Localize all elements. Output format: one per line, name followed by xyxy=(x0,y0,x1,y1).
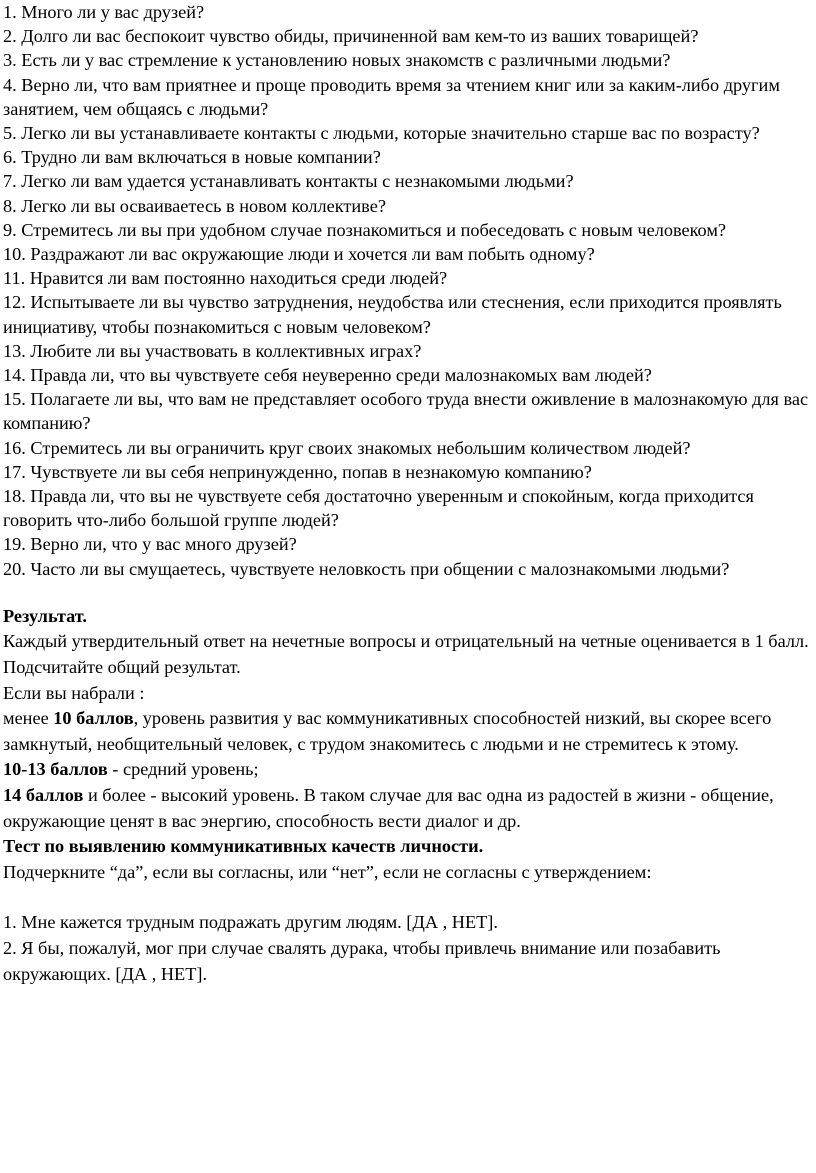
question-2: 2. Долго ли вас беспокоит чувство обиды, причиненной вам кем-то из ваших товарищей? xyxy=(3,26,699,47)
test2-item-1: 1. Мне кажется трудным подражать другим людям. [ДА , НЕТ]. xyxy=(3,912,498,933)
question-list xyxy=(3,0,813,581)
test2-title xyxy=(3,834,813,860)
test2-item-2: 2. Я бы, пожалуй, мог при случае свалять дурака, чтобы привлечь внимание или позабавить окружающих. [ДА , НЕТ]. xyxy=(3,938,721,984)
question-17: 17. Чувствуете ли вы себя непринужденно, попав в незнакомую компанию? xyxy=(3,461,592,482)
question-1: 1. Много ли у вас друзей? xyxy=(3,2,205,22)
spacer xyxy=(3,885,813,910)
high-level-text xyxy=(3,783,813,834)
low-prefix: менее xyxy=(3,708,54,729)
question-10: 10. Раздражают ли вас окружающие люди и хочется ли вам побыть одному? xyxy=(3,244,595,265)
question-3: 3. Есть ли у вас стремление к установлению новых знакомств с различными людьми? xyxy=(3,50,671,71)
mid-level-text xyxy=(3,757,813,783)
document-page xyxy=(3,0,813,987)
question-14: 14. Правда ли, что вы чувствуете себя неуверенно среди малознакомых вам людей? xyxy=(3,365,652,386)
result-section xyxy=(3,604,813,987)
if-scored-text: Если вы набрали : xyxy=(3,682,145,703)
question-6: 6. Трудно ли вам включаться в новые компании? xyxy=(3,147,381,168)
mid-score: 10-13 баллов xyxy=(3,759,108,780)
question-11: 11. Нравится ли вам постоянно находиться среди людей? xyxy=(3,268,448,289)
test2-instruction: Подчеркните “да”, если вы согласны, или “нет”, если не согласны с утверждением: xyxy=(3,861,652,882)
question-18: 18. Правда ли, что вы не чувствуете себя достаточно уверенным и спокойным, когда приходится говорить что-либо большой группе людей? xyxy=(3,486,754,531)
low-description: , уровень развития у вас коммуникативных способностей низкий, вы скорее всего замкнутый, необщительный человек, с трудом знакомитесь с людьми и не стремитесь к этому. xyxy=(3,708,772,754)
mid-description: - средний уровень; xyxy=(107,759,259,780)
question-16: 16. Стремитесь ли вы ограничить круг своих знакомых небольшим количеством людей? xyxy=(3,437,691,458)
question-12: 12. Испытываете ли вы чувство затруднения, неудобства или стеснения, если приходится проявлять инициативу, чтобы познакомиться с новым человеком? xyxy=(3,292,782,337)
question-20: 20. Часто ли вы смущаетесь, чувствуете неловкость при общении с малознакомыми людьми? xyxy=(3,558,730,579)
low-level-text xyxy=(3,706,813,757)
low-score: 10 баллов xyxy=(53,708,134,729)
result-heading-text: Результат. xyxy=(3,605,87,626)
scoring-rule: Каждый утвердительный ответ на нечетные вопросы и отрицательный на четные оценивается в 1 балл. Подсчитайте общий результат. xyxy=(3,631,809,678)
question-8: 8. Легко ли вы осваиваетесь в новом коллективе? xyxy=(3,195,386,216)
test2-title-text: Тест по выявлению коммуникативных качеств личности. xyxy=(3,836,484,857)
question-15: 15. Полагаете ли вы, что вам не представляет особого труда внести оживление в малознакомую для вас компанию? xyxy=(3,389,809,434)
high-description: и более - высокий уровень. В таком случае для вас одна из радостей в жизни - общение, окружающие ценят в вас энергию, способность вести диалог и др. xyxy=(3,785,774,831)
question-13: 13. Любите ли вы участвовать в коллективных играх? xyxy=(3,340,422,361)
high-score: 14 баллов xyxy=(3,785,84,806)
question-7: 7. Легко ли вам удается устанавливать контакты с незнакомыми людьми? xyxy=(3,171,574,192)
question-4: 4. Верно ли, что вам приятнее и проще проводить время за чтением книг или за каким-либо другим занятием, чем общаясь с людьми? xyxy=(3,74,780,119)
question-9: 9. Стремитесь ли вы при удобном случае познакомиться и побеседовать с новым человеком? xyxy=(3,219,727,240)
question-19: 19. Верно ли, что у вас много друзей? xyxy=(3,534,297,555)
question-5: 5. Легко ли вы устанавливаете контакты с людьми, которые значительно старше вас по возрасту? xyxy=(3,123,760,144)
result-heading xyxy=(3,604,813,630)
